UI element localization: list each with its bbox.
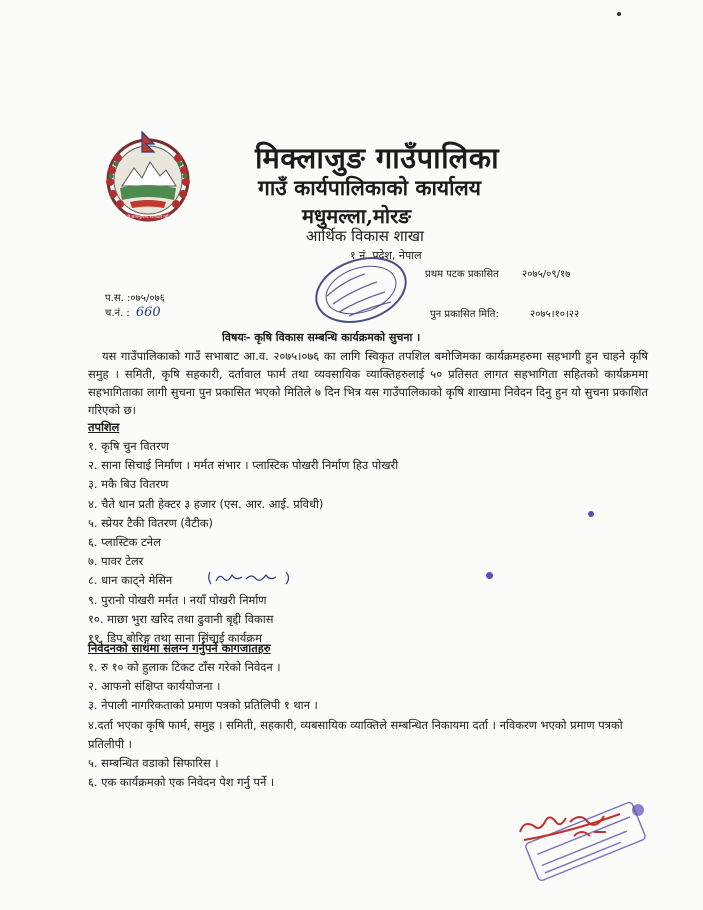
nepal-emblem-logo [104, 130, 192, 226]
notice-subject: विषयः- कृषि विकास सम्बन्धि कार्यक्रमको सुचना । [222, 331, 421, 344]
tapashil-item: २. साना सिचाई निर्माण । मर्मत संभार । प्लास्टिक पोखरी निर्माण हिउ पोखरी [88, 458, 399, 473]
patra-sankhya: प.स. :०७५/०७६ [105, 293, 165, 304]
chalani-number [105, 305, 161, 320]
document-item: १. रु १० को हुलाक टिकट टाँस गरेको निवेदन । [88, 660, 281, 674]
document-item: ६. एक कार्यक्रमको एक निवेदन पेश गर्नु पर्ने । [88, 775, 275, 790]
document-item: ३. नेपाली नागरिकताको प्रमाण पत्रको प्रतिलिपी १ थान । [88, 698, 318, 713]
officer-signature-stamp [510, 792, 660, 902]
handwritten-note [206, 569, 292, 586]
svg-text:जननी जन्मभूमिश्च स्वर्गादपि गर: जननी जन्मभूमिश्च स्वर्गादपि गरीयसी [121, 214, 175, 219]
tapashil-item: ६. प्लास्टिक टनेल [88, 534, 161, 549]
tapashil-item: १. कृषि चुन वितरण [88, 439, 169, 453]
branch-name: आर्थिक विकास शाखा [306, 227, 424, 245]
tapashil-item: ४. चैते धान प्रती हेक्टर ३ हजार (एस. आर. आई. प्रविधी) [88, 496, 324, 511]
notice-body: यस गाउँपालिकाको गाउँ सभाबाट आ.व. २०७५।०७६ का लागि स्विकृत तपशिल बमोजिमका कार्यक्रमहरुमा सहभागी हुन चाहने कृषि समुह । समिती, कृषि सहकारी, दर्तावाल फार्म तथा व्यवसायिक व्याक्तिहरुलाई ५० प्रतिसत लागत सहभागिता सहितको कार्यक्रममा सहभागिताका लागी सुचना पुन प्रकासित भएको मितिले ७ दिन भित्र यस गाउँपालिकाको कृषि शाखामा निवेदन दिनु हुन यो सुचना प्रकाशित गरिएको छ। [88, 349, 648, 417]
ink-spot [588, 511, 594, 517]
tapashil-list [88, 437, 398, 648]
document-item: २. आफनो संक्षिप्त कार्ययोजना । [88, 679, 221, 694]
chalani-value: 660 [135, 305, 161, 320]
first-publication-label: प्रथम पटक प्रकासित [425, 269, 499, 280]
tapashil-item: ९. पुरानो पोखरी मर्मत । नयाँ पोखरी निर्माण [88, 592, 267, 607]
tapashil-item: १०. माछा भुरा खरिद तथा ढुवानी बृद्दी विकास [88, 611, 274, 626]
document-item: ५. सम्बन्धित वडाको सिफारिस । [88, 756, 219, 771]
document-item: ४.दर्ता भएका कृषि फार्म, समुह । समिती, सहकारी, व्यबसायिक व्याक्तिले सम्बन्धित निकायमा दर्ता । नविकरण भएको प्रमाण पत्रको प्रतिलीपी । [88, 717, 623, 751]
tapashil-item: ५. स्प्रेयर टैकी वितरण (वैटीक) [88, 515, 213, 530]
repeat-publication-label: पुन प्रकासित मिति: [430, 309, 499, 320]
chalani-label: च.नं. : [105, 308, 130, 319]
tapashil-item: ८. धान काट्ने मेसिन [88, 573, 173, 588]
documents-list [88, 658, 648, 792]
office-place: मधुमल्ला,मोरङ [302, 204, 412, 228]
repeat-publication-date: २०७५।१०।२२ [530, 309, 580, 320]
tapashil-item: ११. डिप बोरिङ्ग तथा साना सिंचाई कार्यक्रम [88, 630, 262, 645]
tapashil-item: ७. पावर टेलर [88, 554, 144, 569]
ink-spot [486, 572, 493, 579]
documents-heading: निवेदनको साथमा संलग्न गर्नुपर्ने कागजातहरु [88, 641, 271, 655]
first-publication-date: २०७५/०९/१७ [522, 269, 571, 280]
tapashil-item: ३. मकै बिउ वितरण [88, 477, 169, 492]
tapashil-heading: तपशिल [88, 420, 120, 434]
ink-spot [617, 12, 621, 16]
municipality-name: मिक्लाजुङ गाउँपालिका [255, 141, 500, 175]
office-name: गाउँ कार्यपालिकाको कार्यालय [258, 175, 481, 200]
province-name: १ नं. प्रदेश, नेपाल [350, 249, 422, 262]
office-stamp [305, 250, 415, 330]
